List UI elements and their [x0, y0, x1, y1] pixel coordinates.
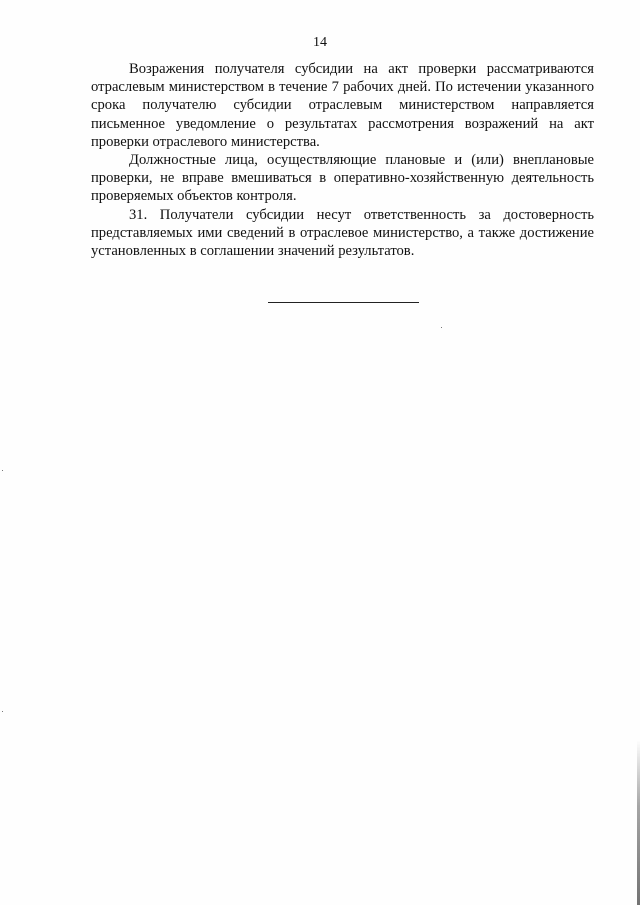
scan-speck: [2, 711, 3, 712]
scan-speck: [441, 327, 442, 328]
document-body: [91, 60, 594, 260]
paragraph-item-31-responsibility: 31. Получатели субсидии несут ответственность за достоверность представляемых ими сведений в отраслевое министерство, а также достижение установленных в соглашении значений результатов.: [91, 206, 594, 260]
scan-speck: [2, 470, 3, 471]
end-of-text-divider: [268, 302, 419, 303]
page-number: 14: [313, 35, 327, 50]
paragraph-objections-review: Возражения получателя субсидии на акт проверки рассматриваются отраслевым министерством в течение 7 рабочих дней. По истечении указанного срока получателю субсидии отраслевым министерством направляется письменное уведомление о результатах рассмотрения возражений на акт проверки отраслевого министерства.: [91, 61, 594, 150]
paragraph-officials-restriction: Должностные лица, осуществляющие плановые и (или) внеплановые проверки, не вправе вмешиваться в оперативно-хозяйственную деятельность проверяемых объектов контроля.: [91, 152, 594, 205]
